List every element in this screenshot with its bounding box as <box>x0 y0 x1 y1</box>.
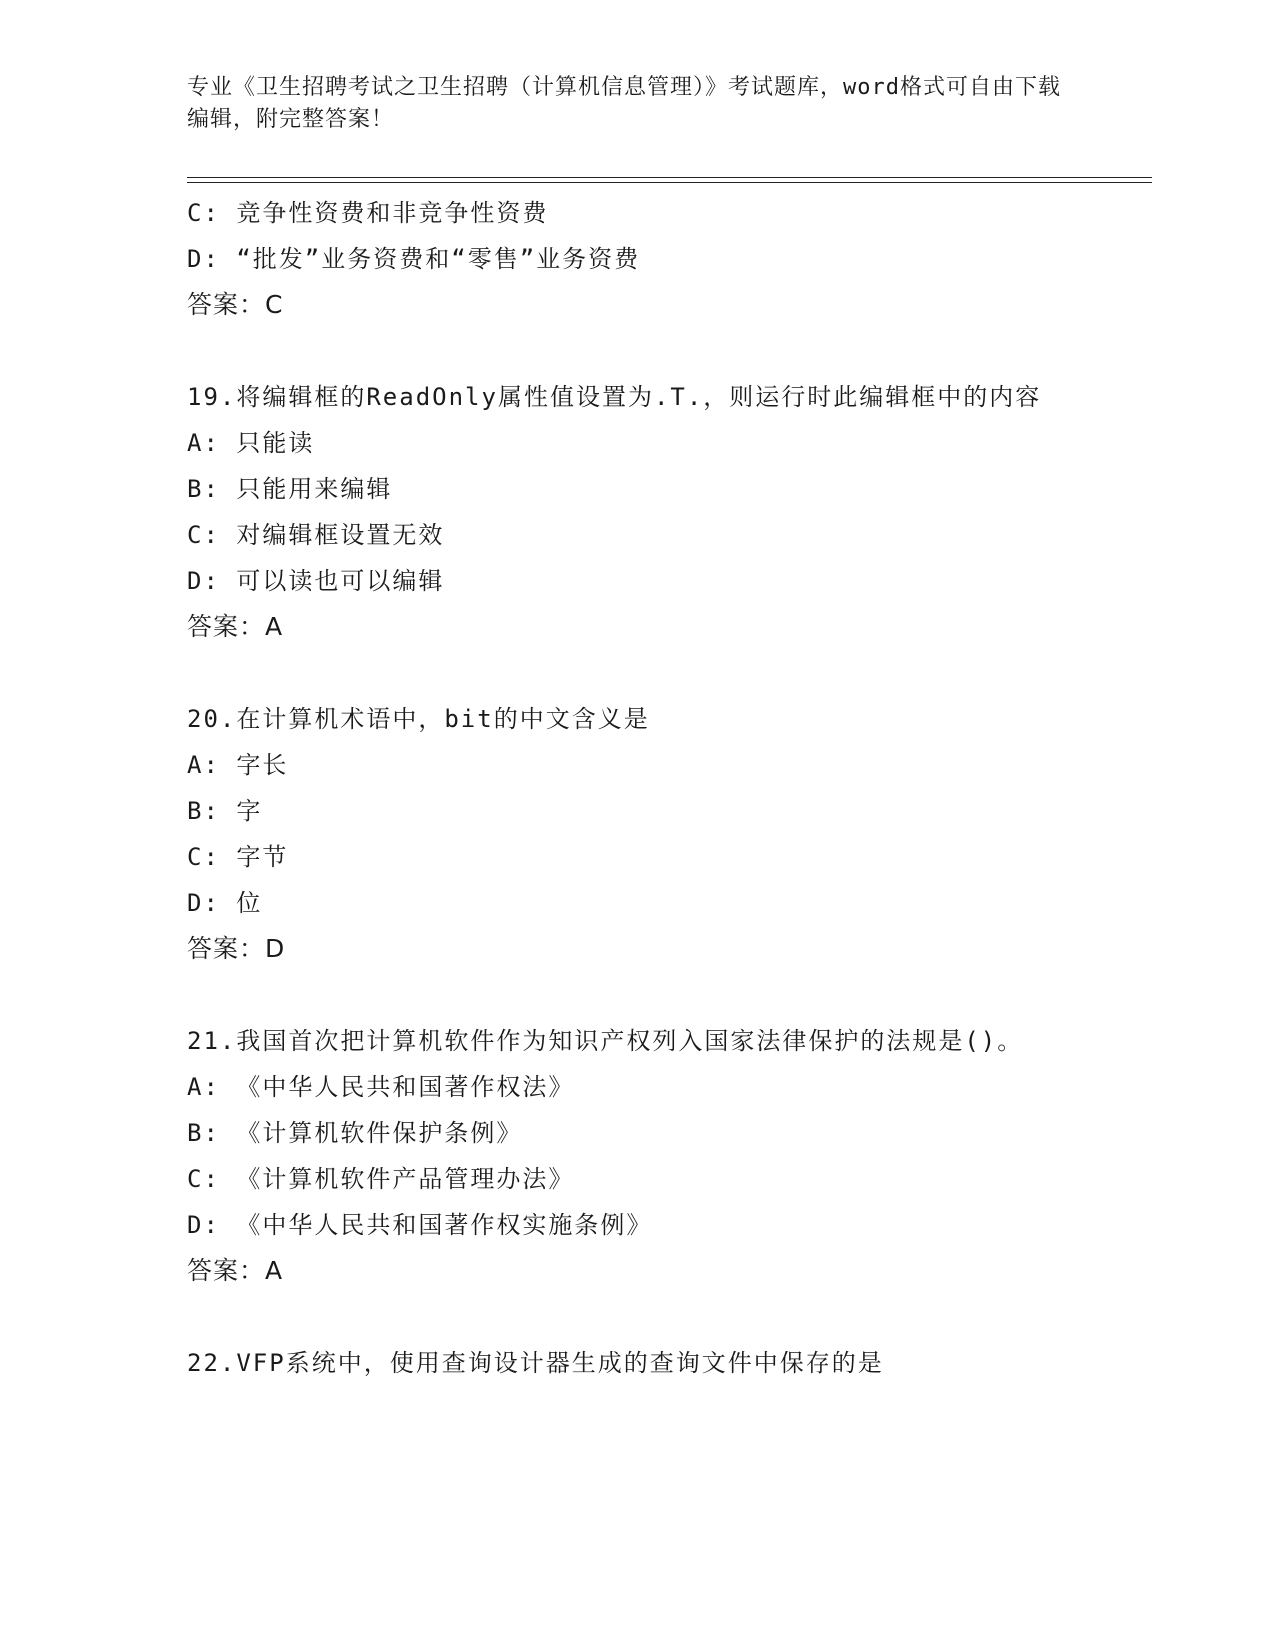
answer-line: 答案：D <box>187 934 286 963</box>
spacer <box>187 972 1087 1018</box>
answer-line: 答案：C <box>187 290 284 319</box>
spacer <box>187 650 1087 696</box>
option-b: B: 只能用来编辑 <box>187 475 393 503</box>
option-c: C: 对编辑框设置无效 <box>187 521 445 549</box>
question-21 <box>187 1018 1087 1294</box>
question-22 <box>187 1340 1087 1386</box>
option-d: D: 可以读也可以编辑 <box>187 567 445 595</box>
header-divider-bottom <box>187 182 1152 183</box>
document-header: 专业《卫生招聘考试之卫生招聘（计算机信息管理）》考试题库，word格式可自由下载编辑，附完整答案！ <box>187 75 1061 132</box>
option-b: B: 字 <box>187 797 263 825</box>
option-d: D: 位 <box>187 889 263 917</box>
question-stem: 19.将编辑框的ReadOnly属性值设置为.T.，则运行时此编辑框中的内容 <box>187 383 1042 411</box>
question-19 <box>187 374 1087 650</box>
option-a: A: 字长 <box>187 751 289 779</box>
question-20 <box>187 696 1087 972</box>
spacer <box>187 328 1087 374</box>
answer-line: 答案：A <box>187 612 284 641</box>
option-c: C: 竞争性资费和非竞争性资费 <box>187 199 549 227</box>
option-a: A: 《中华人民共和国著作权法》 <box>187 1073 575 1101</box>
spacer <box>187 1294 1087 1340</box>
question-stem: 21.我国首次把计算机软件作为知识产权列入国家法律保护的法规是()。 <box>187 1027 1024 1055</box>
question-stem: 20.在计算机术语中，bit的中文含义是 <box>187 705 650 733</box>
question-18-tail <box>187 190 1087 328</box>
header-divider-top <box>187 177 1152 178</box>
question-stem: 22.VFP系统中，使用查询设计器生成的查询文件中保存的是 <box>187 1349 884 1377</box>
answer-line: 答案：A <box>187 1256 284 1285</box>
option-c: C: 《计算机软件产品管理办法》 <box>187 1165 575 1193</box>
question-list <box>187 190 1087 1386</box>
option-d: D: 《中华人民共和国著作权实施条例》 <box>187 1211 653 1239</box>
option-b: B: 《计算机软件保护条例》 <box>187 1119 523 1147</box>
option-a: A: 只能读 <box>187 429 315 457</box>
option-c: C: 字节 <box>187 843 289 871</box>
option-d: D: “批发”业务资费和“零售”业务资费 <box>187 245 641 273</box>
